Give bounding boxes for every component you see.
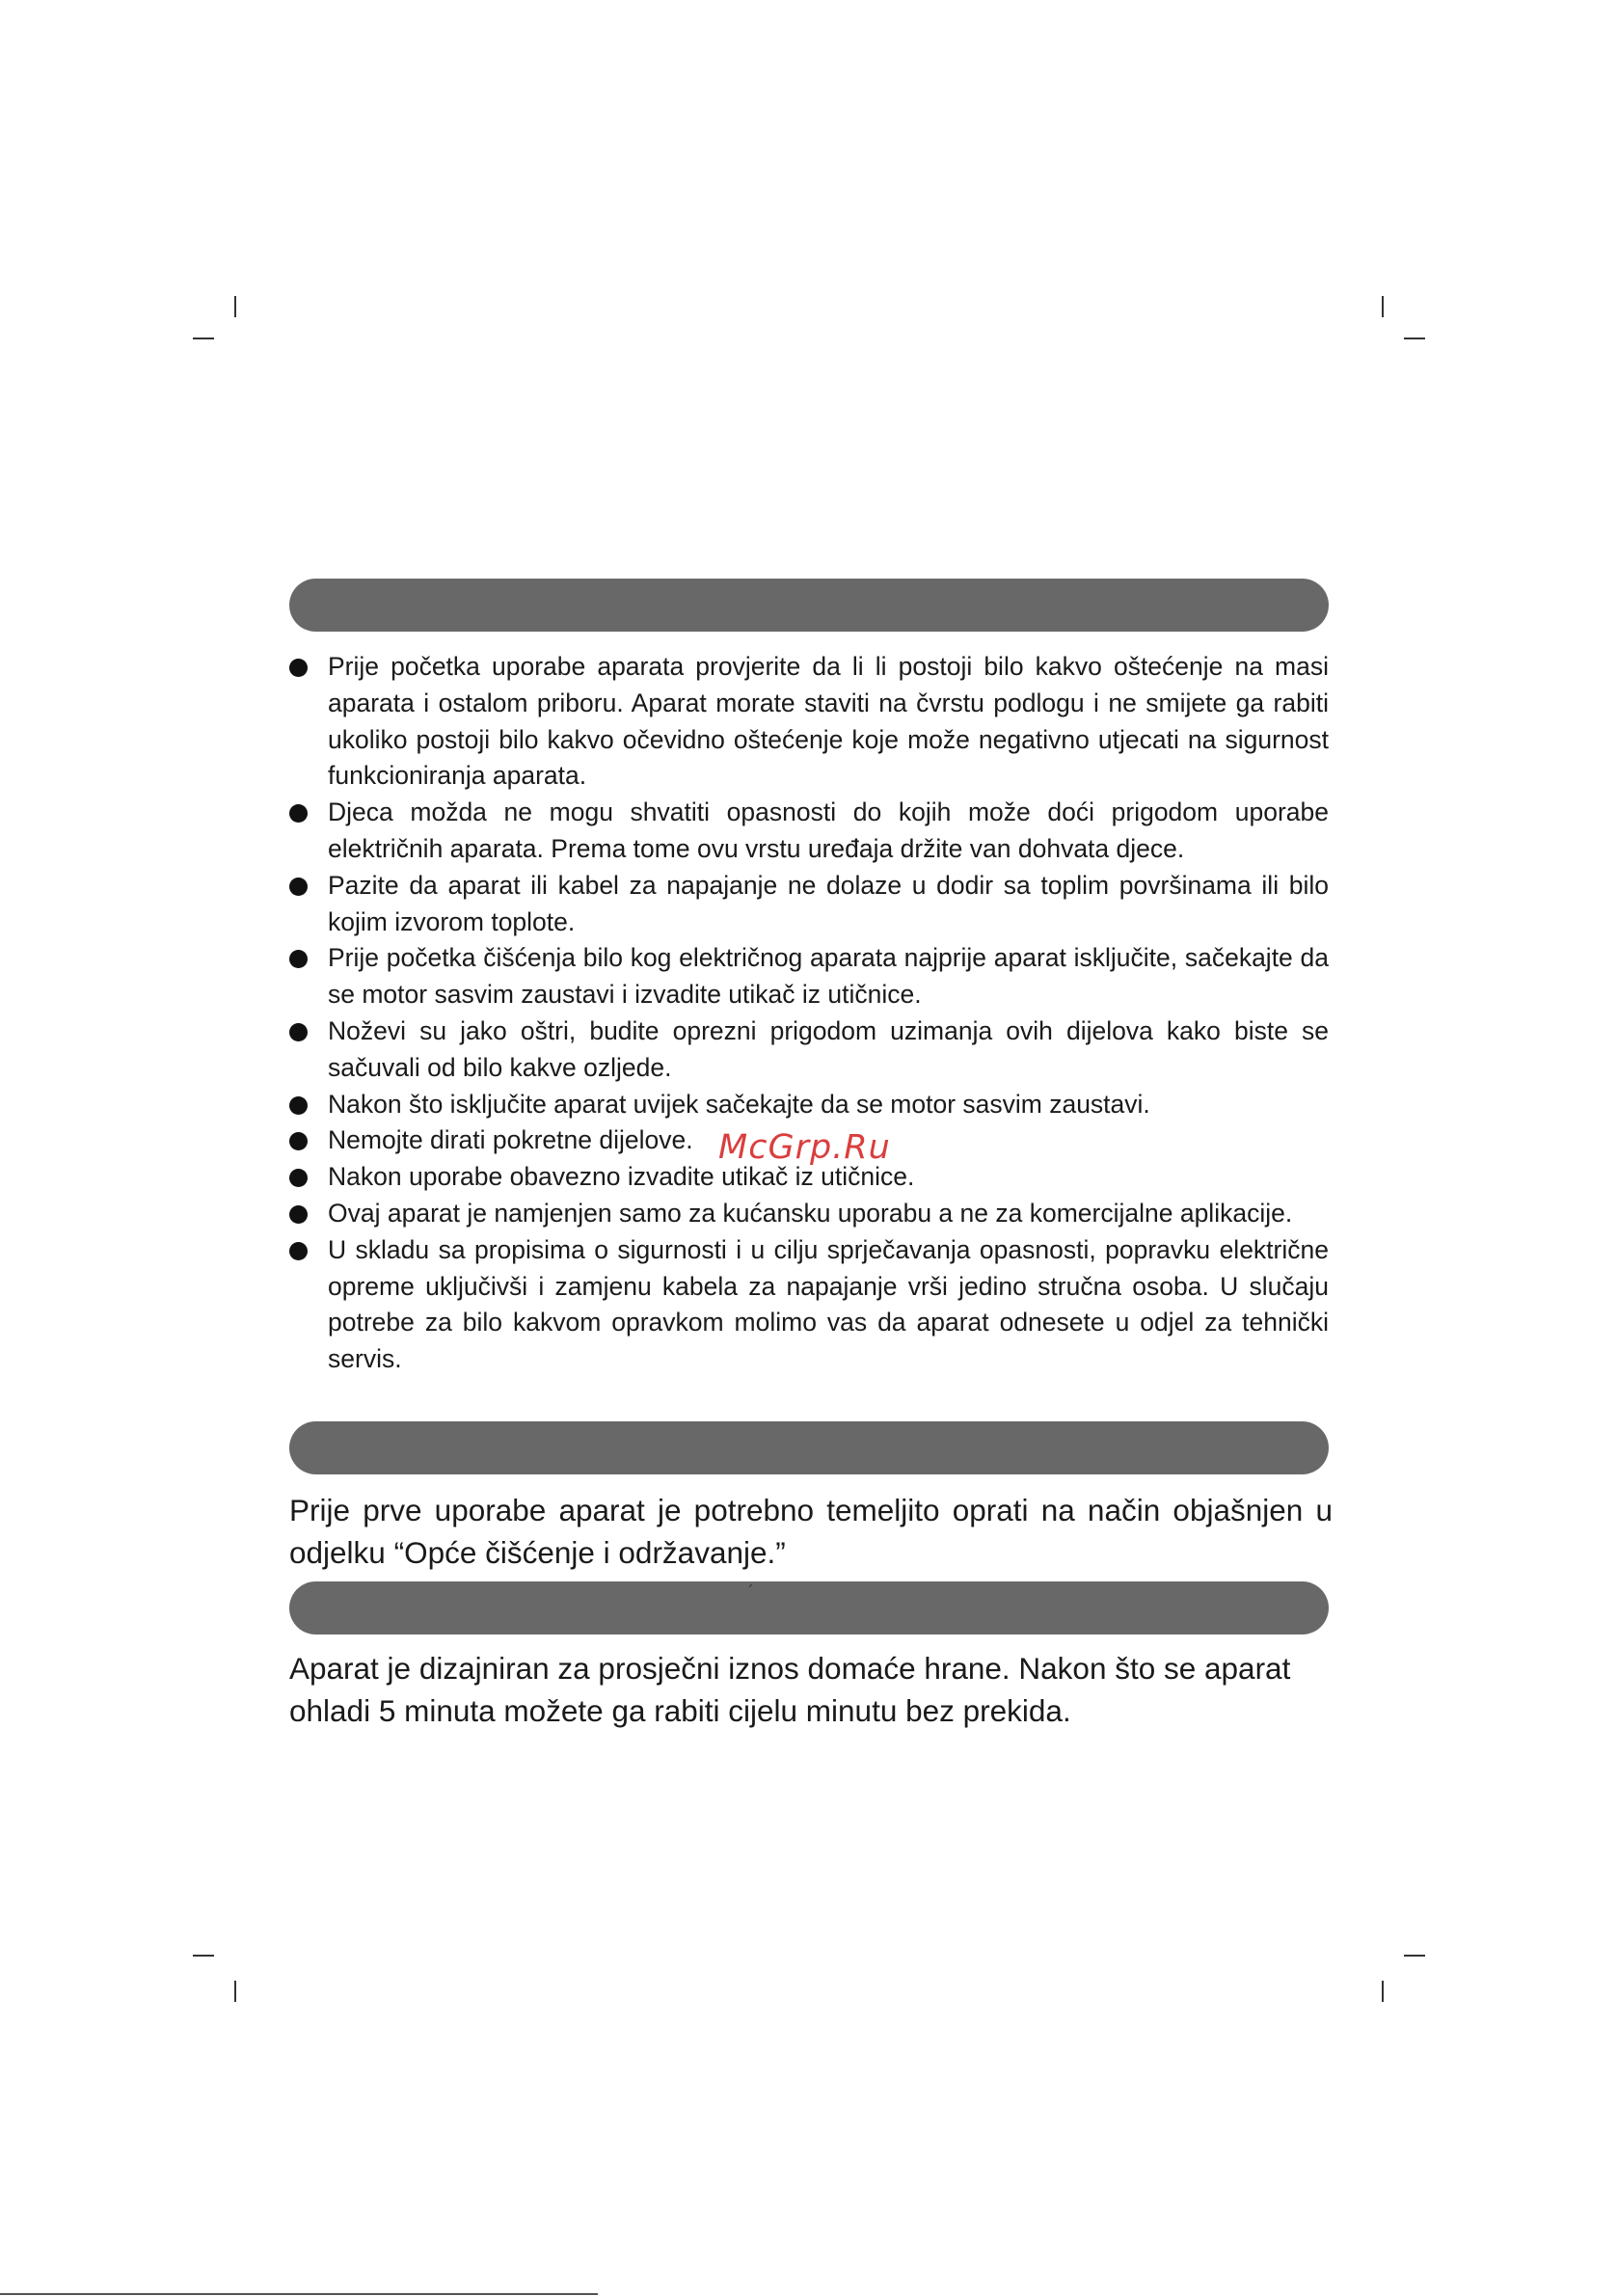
list-item: Nakon uporabe obavezno izvadite utikač iz utičnice. (289, 1159, 1329, 1196)
crop-mark (193, 338, 214, 339)
watermark: McGrp.Ru (718, 1128, 891, 1167)
bullet-icon (289, 1169, 308, 1187)
list-item: Noževi su jako oštri, budite oprezni prigodom uzimanja ovih dijelova kako biste se sačuvali od bilo kakve ozljede. (289, 1013, 1329, 1087)
list-item: Djeca možda ne mogu shvatiti opasnosti do kojih može doći prigodom uporabe električnih aparata. Prema tome ovu vrstu uređaja držite van dohvata djece. (289, 795, 1329, 868)
list-item: Pazite da aparat ili kabel za napajanje ne dolaze u dodir sa toplim površinama ili bilo kojim izvorom toplote. (289, 868, 1329, 941)
bullet-icon (289, 1096, 308, 1115)
section-header-bar (289, 1581, 1329, 1634)
crop-mark (193, 1955, 214, 1957)
bullet-icon (289, 878, 308, 896)
bullet-icon (289, 950, 308, 968)
bottom-rule (0, 2293, 598, 2295)
list-item: Prije početka uporabe aparata provjerite da li li postoji bilo kakvo oštećenje na masi aparata i ostalom priboru. Aparat morate staviti na čvrstu podlogu i ne smijete ga rabiti ukoliko postoji bilo kakvo očevidno oštećenje koje može negativno utjecati na sigurnost funkcioniranja aparata. (289, 649, 1329, 795)
section-header-bar (289, 1421, 1329, 1474)
accent-mark: ´ (748, 1582, 754, 1602)
first-use-paragraph: Prije prve uporabe aparat je potrebno temeljito oprati na način objašnjen u odjelku “Opće čišćenje i održavanje.” (289, 1493, 1333, 1570)
crop-mark (234, 296, 236, 317)
bullet-icon (289, 1023, 308, 1041)
crop-mark (1404, 338, 1425, 339)
usage-paragraph: Aparat je dizajniran za prosječni iznos domaće hrane. Nakon što se aparat ohladi 5 minuta možete ga rabiti cijelu minutu bez prekida. (289, 1651, 1291, 1728)
list-item: Nemojte dirati pokretne dijelove. (289, 1122, 1329, 1159)
bullet-icon (289, 1132, 308, 1150)
bullet-icon (289, 1242, 308, 1260)
crop-mark (1382, 1981, 1384, 2002)
list-item: Prije početka čišćenja bilo kog električnog aparata najprije aparat isključite, sačekajte da se motor sasvim zaustavi i izvadite utikač iz utičnice. (289, 940, 1329, 1013)
crop-mark (1382, 296, 1384, 317)
bullet-icon (289, 659, 308, 677)
list-item: Ovaj aparat je namjenjen samo za kućansku uporabu a ne za komercijalne aplikacije. (289, 1196, 1329, 1232)
crop-mark (1404, 1955, 1425, 1957)
section-header-bar (289, 579, 1329, 632)
safety-bullet-list (289, 649, 1329, 1378)
bullet-icon (289, 804, 308, 823)
list-item: Nakon što isključite aparat uvijek sačekajte da se motor sasvim zaustavi. (289, 1087, 1329, 1123)
list-item: U skladu sa propisima o sigurnosti i u cilju sprječavanja opasnosti, popravku električne opreme uključivši i zamjenu kabela za napajanje vrši jedino stručna osoba. U slučaju potrebe za bilo kakvom opravkom molimo vas da aparat odnesete u odjel za tehnički servis. (289, 1232, 1329, 1378)
crop-mark (234, 1981, 236, 2002)
bullet-icon (289, 1205, 308, 1224)
